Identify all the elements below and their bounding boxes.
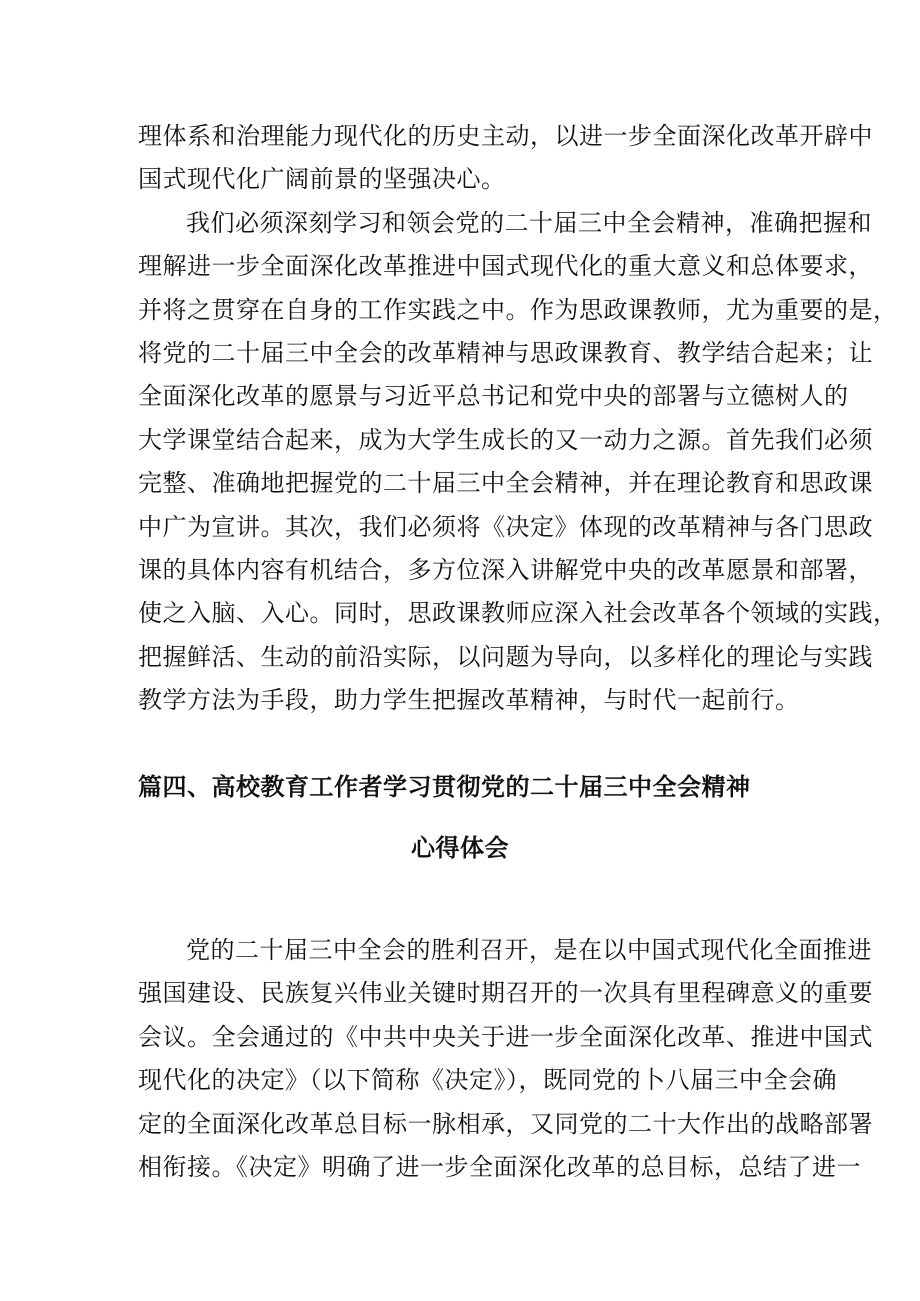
- paragraph-line: 课的具体内容有机结合，多方位深入讲解党中央的改革愿景和部署，: [138, 556, 873, 584]
- paragraph-line: 相衔接。《决定》明确了进一步全面深化改革的总目标，总结了进一: [138, 1153, 861, 1181]
- paragraph-line: 完整、准确地把握党的二十届三中全会精神，并在理论教育和思政课: [138, 469, 873, 497]
- paragraph-line: 会议。全会通过的《中共中央关于进一步全面深化改革、推进中国式: [138, 1023, 873, 1051]
- section-heading: 篇四、高校教育工作者学习贯彻党的二十届三中全会精神: [138, 773, 751, 801]
- paragraph-line: 强国建设、民族复兴伟业关键时期召开的一次具有里程碑意义的重要: [138, 979, 873, 1007]
- paragraph-line: 国式现代化广阔前景的坚强决心。: [138, 165, 506, 193]
- paragraph-line: 中广为宣讲。其次，我们必须将《决定》体现的改革精神与各门思政: [138, 513, 873, 541]
- paragraph-line: 大学课堂结合起来，成为大学生成长的又一动力之源。首先我们必须: [138, 426, 873, 454]
- paragraph-line: 现代化的决定》（以下简称《决定》），既同党的卜八届三中全会确: [138, 1066, 837, 1094]
- paragraph-line: 理体系和治理能力现代化的历史主动，以进一步全面深化改革开辟中: [138, 122, 873, 150]
- paragraph-line: 教学方法为手段，助力学生把握改革精神，与时代一起前行。: [138, 686, 800, 714]
- paragraph-line: 使之入脑、入心。同时，思政课教师应深入社会改革各个领域的实践，: [138, 599, 898, 627]
- paragraph-line: 并将之贯穿在自身的工作实践之中。作为思政课教师，尤为重要的是，: [138, 296, 898, 324]
- paragraph-line: 全面深化改革的愿景与习近平总书记和党中央的部署与立德树人的: [138, 382, 849, 410]
- paragraph-line: 党的二十届三中全会的胜利召开，是在以中国式现代化全面推进: [186, 936, 872, 964]
- section-heading-subtitle: 心得体会: [411, 834, 509, 862]
- paragraph-line: 理解进一步全面深化改革推进中国式现代化的重大意义和总体要求，: [138, 252, 873, 280]
- paragraph-line: 定的全面深化改革总目标一脉相承，又同党的二十大作出的战略部署: [138, 1110, 873, 1138]
- paragraph-line: 将党的二十届三中全会的改革精神与思政课教育、教学结合起来；让: [138, 339, 873, 367]
- paragraph-line: 我们必须深刻学习和领会党的二十届三中全会精神，准确把握和: [186, 209, 872, 237]
- paragraph-line: 把握鲜活、生动的前沿实际，以问题为导向，以多样化的理论与实践: [138, 643, 873, 671]
